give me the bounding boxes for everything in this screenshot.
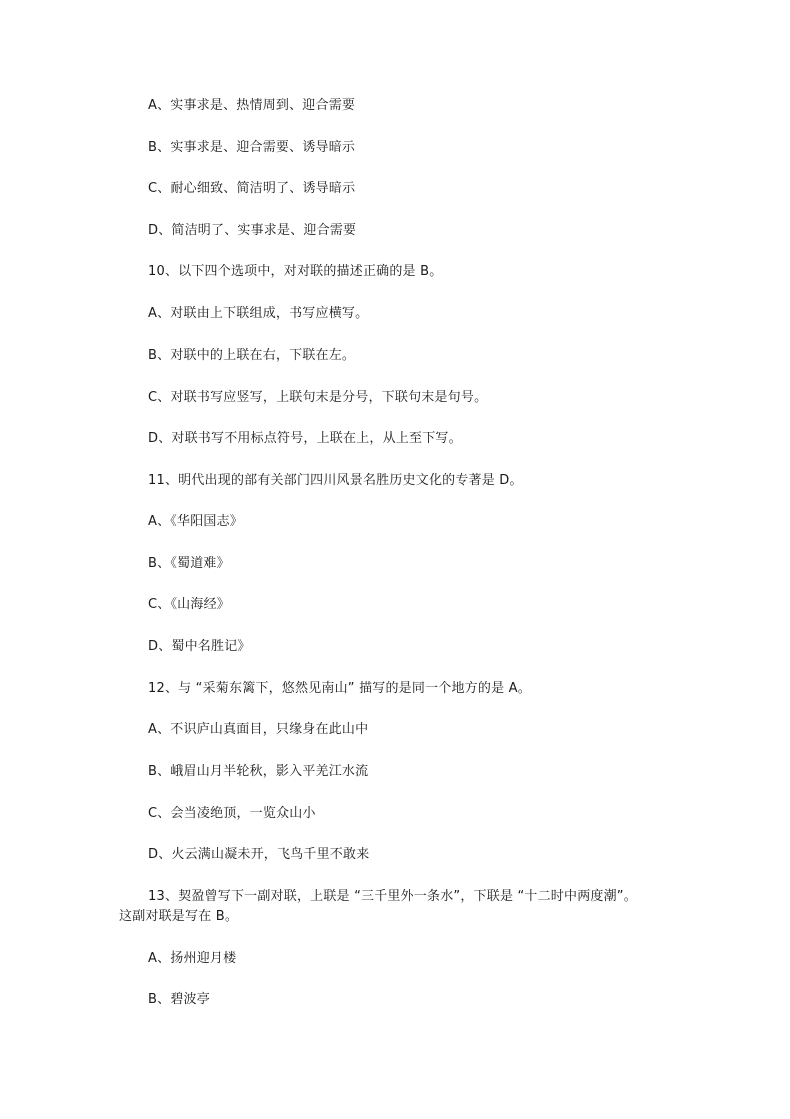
option-line: B、峨眉山月半轮秋，影入平羌江水流 [148,764,369,779]
option-line: D、蜀中名胜记》 [148,639,251,654]
question-line: 10、以下四个选项中，对对联的描述正确的是 B。 [148,264,443,279]
option-line: C、耐心细致、简洁明了、诱导暗示 [148,181,356,196]
option-line: B、《蜀道难》 [148,556,230,571]
option-line: D、对联书写不用标点符号，上联在上，从上至下写。 [148,431,462,446]
question-line: 13、契盈曾写下一副对联，上联是 “三千里外一条水”，下联是 “十二时中两度潮”。 [148,889,637,904]
option-line: B、碧波亭 [148,992,210,1007]
option-line: A、不识庐山真面目，只缘身在此山中 [148,722,369,737]
option-line: B、实事求是、迎合需要、诱导暗示 [148,140,356,155]
option-line: D、火云满山凝未开，飞鸟千里不敢来 [148,847,370,862]
option-line: B、对联中的上联在右，下联在左。 [148,348,356,363]
option-line: A、《华阳国志》 [148,514,243,529]
option-line: A、扬州迎月楼 [148,951,237,966]
question-line: 12、与 “采菊东篱下，悠然见南山” 描写的是同一个地方的是 A。 [148,681,531,696]
option-line: A、实事求是、热情周到、迎合需要 [148,98,356,113]
question-line: 11、明代出现的部有关部门四川风景名胜历史文化的专著是 D。 [148,473,523,488]
option-line: A、对联由上下联组成，书写应横写。 [148,306,369,321]
option-line: C、《山海经》 [148,597,230,612]
option-line: C、对联书写应竖写，上联句末是分号，下联句末是句号。 [148,390,488,405]
question-line-continued: 这副对联是写在 B。 [119,909,239,924]
option-line: D、简洁明了、实事求是、迎合需要 [148,223,357,238]
option-line: C、会当凌绝顶，一览众山小 [148,806,316,821]
